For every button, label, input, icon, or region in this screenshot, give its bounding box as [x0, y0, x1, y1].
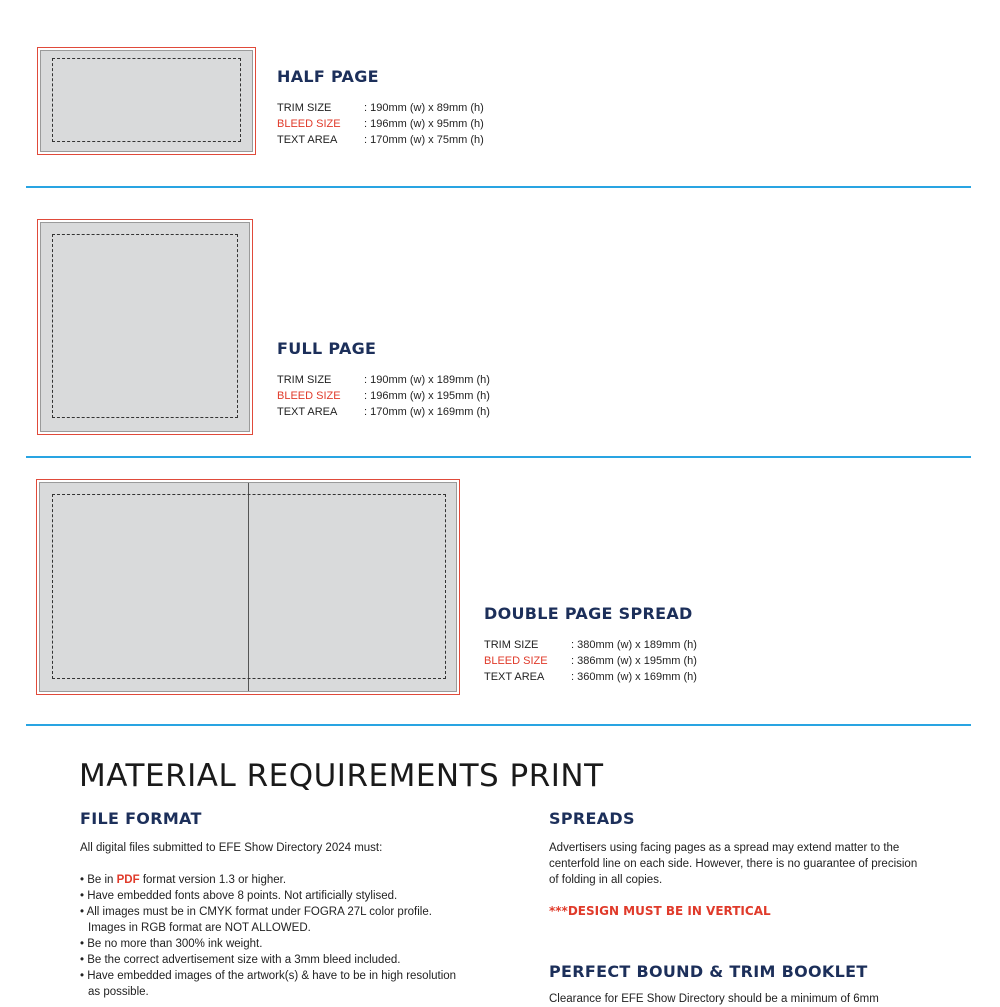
spec-value: : 170mm (w) x 169mm (h) [364, 406, 490, 418]
file-format-intro: All digital files submitted to EFE Show Directory 2024 must: [80, 842, 383, 854]
spec-label: BLEED SIZE [277, 390, 341, 402]
spec-label: TRIM SIZE [277, 102, 332, 114]
spreads-warning: ***DESIGN MUST BE IN VERTICAL [549, 904, 771, 918]
section-divider [26, 186, 971, 188]
spreads-text: Advertisers using facing pages as a spread may extend matter to the centerfold line on each side. However, there is no guarantee of precision of folding in all copies. [549, 842, 918, 886]
spec-value: : 190mm (w) x 89mm (h) [364, 102, 484, 114]
perfect-bound-text: Clearance for EFE Show Directory should be a minimum of 6mm [549, 993, 879, 1005]
pdf-word: PDF [116, 874, 140, 886]
spec-value: : 360mm (w) x 169mm (h) [571, 671, 697, 683]
double-page-specs [484, 637, 697, 685]
perfect-bound-heading: PERFECT BOUND & TRIM BOOKLET [549, 962, 868, 981]
spec-value: : 196mm (w) x 195mm (h) [364, 390, 490, 402]
list-item [80, 872, 500, 888]
spec-value: : 170mm (w) x 75mm (h) [364, 134, 484, 146]
list-item: • Have embedded fonts above 8 points. Not artificially stylised. [80, 890, 398, 902]
full-page-specs [277, 372, 490, 420]
list-item: • Be no more than 300% ink weight. [80, 938, 263, 950]
full-page-trim [40, 222, 250, 432]
section-divider [26, 724, 971, 726]
spec-label: TEXT AREA [484, 671, 545, 683]
list-item: Images in RGB format are NOT ALLOWED. [88, 922, 311, 934]
double-page-text-area [52, 494, 446, 679]
list-item: • Have embedded images of the artwork(s) & have to be in high resolution [80, 970, 457, 982]
half-page-trim [40, 50, 253, 152]
full-page-diagram [37, 219, 253, 435]
half-page-specs [277, 100, 484, 148]
section-divider [26, 456, 971, 458]
file-format-heading: FILE FORMAT [80, 809, 202, 828]
spec-value: : 380mm (w) x 189mm (h) [571, 639, 697, 651]
list-item: • Be the correct advertisement size with a 3mm bleed included. [80, 954, 401, 966]
spec-label: TEXT AREA [277, 134, 338, 146]
half-page-diagram [37, 47, 256, 155]
spreads-heading: SPREADS [549, 809, 635, 828]
spec-label: TRIM SIZE [277, 374, 332, 386]
half-page-text-area [52, 58, 241, 142]
spec-label: TEXT AREA [277, 406, 338, 418]
pdf-suffix: format version 1.3 or higher. [139, 874, 287, 886]
double-page-trim [39, 482, 457, 692]
spec-label: BLEED SIZE [277, 118, 341, 130]
full-page-title: FULL PAGE [277, 339, 377, 358]
spec-value: : 196mm (w) x 95mm (h) [364, 118, 484, 130]
half-page-title: HALF PAGE [277, 67, 379, 86]
spec-label: BLEED SIZE [484, 655, 548, 667]
double-page-diagram [36, 479, 460, 695]
list-item: as possible. [88, 986, 149, 998]
spec-value: : 386mm (w) x 195mm (h) [571, 655, 697, 667]
spec-value: : 190mm (w) x 189mm (h) [364, 374, 490, 386]
pdf-prefix: • Be in [80, 874, 117, 886]
full-page-text-area [52, 234, 238, 418]
material-requirements-title: MATERIAL REQUIREMENTS PRINT [79, 758, 604, 794]
list-item: • All images must be in CMYK format under FOGRA 27L color profile. [80, 906, 432, 918]
spec-label: TRIM SIZE [484, 639, 539, 651]
double-page-title: DOUBLE PAGE SPREAD [484, 604, 693, 623]
file-format-list [80, 872, 500, 1000]
